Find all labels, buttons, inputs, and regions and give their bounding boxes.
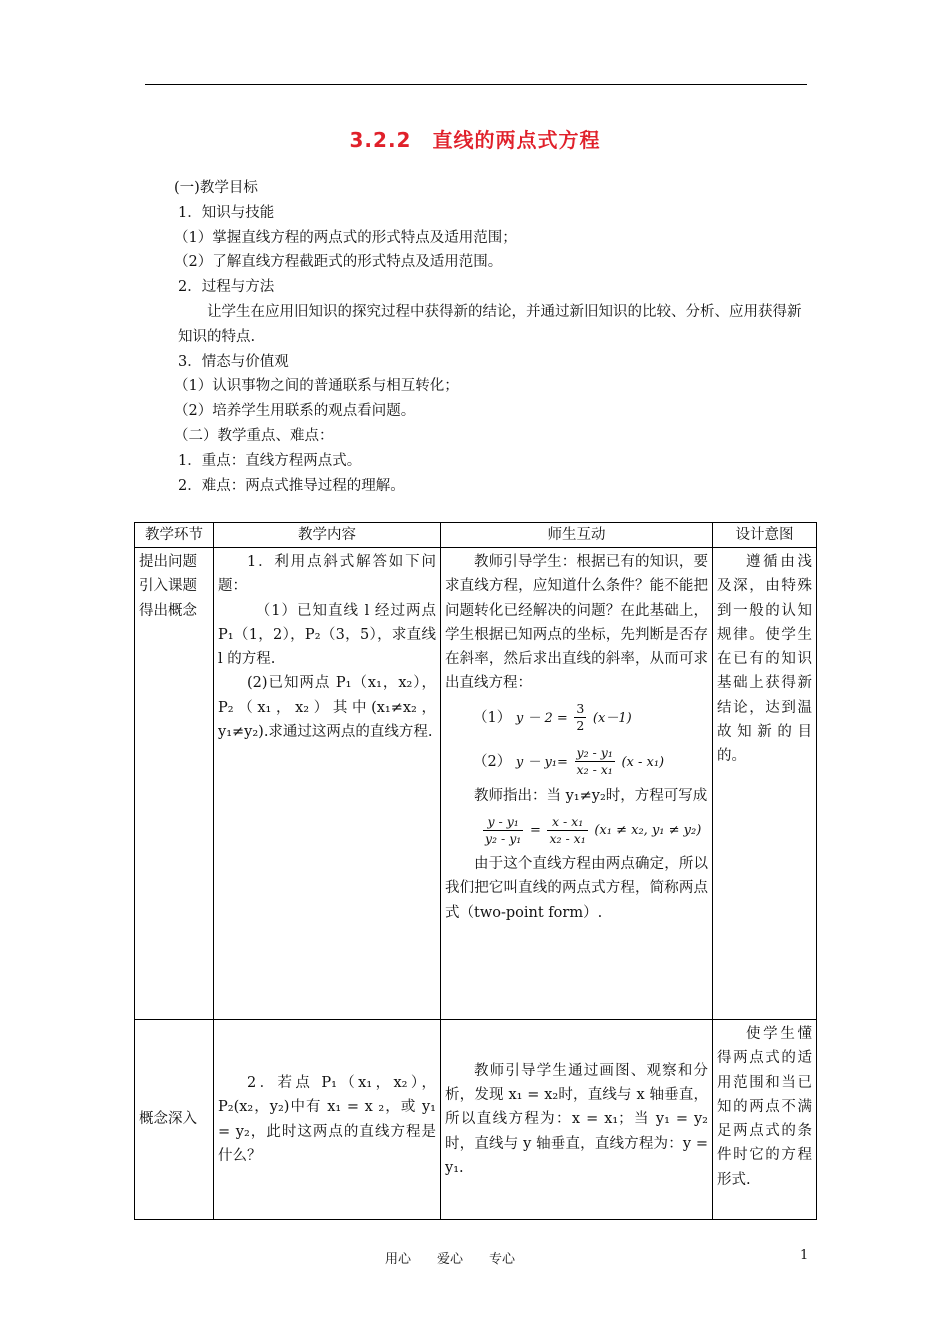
eq3-equals: = (529, 823, 541, 839)
header-stage: 教学环节 (135, 523, 214, 548)
objectives-heading: (一)教学目标 (174, 180, 258, 196)
eq1-label: （1） (473, 709, 512, 726)
eq2-left: y － y₁= (515, 754, 568, 770)
row1-content-q2: (2)已知两点 P₁（x₁，x₂），P₂（x₁，x₂）其中(x₁≠x₂，y₁≠y₂).求通过这两点的直线方程. (218, 675, 436, 741)
row1-stage-text: 提出问题引入课题得出概念 (139, 554, 197, 619)
eq3-right-denominator: x₂ - x₁ (549, 830, 586, 846)
equation-2 (445, 740, 708, 784)
page-number: 1 (800, 1248, 809, 1263)
header-interaction: 师生互动 (441, 523, 713, 548)
eq3-left-fraction (483, 814, 523, 847)
process-title: 2．过程与方法 (178, 279, 275, 296)
emotion-item-1: （1）认识事物之间的普通联系与相互转化； (174, 378, 459, 395)
eq3-right-numerator: x - x₁ (547, 814, 587, 831)
emotion-title: 3．情态与价值观 (178, 353, 289, 370)
eq1-left: y － 2 = (515, 710, 568, 726)
row2-interaction (441, 1020, 713, 1220)
table-row (135, 548, 817, 1020)
row2-interaction-text: 教师引导学生通过画图、观察和分析，发现 x₁ = x₂时，直线与 x 轴垂直，所以直线方程为：x = x₁；当 y₁ = y₂时，直线与 y 轴垂直，直线方程为：y = y₁. (445, 1062, 708, 1176)
eq2-label: （2） (473, 753, 512, 770)
emotion-item-2: （2）培养学生用联系的观点看问题。 (174, 403, 416, 420)
eq3-condition: (x₁ ≠ x₂, y₁ ≠ y₂) (594, 823, 702, 839)
row1-conclusion: 由于这个直线方程由两点确定，所以我们把它叫直线的两点式方程，简称两点式（two-point form）. (445, 856, 708, 921)
row2-intent (713, 1020, 817, 1220)
eq3-right-fraction (547, 814, 587, 847)
eq2-numerator: y₂ - y₁ (576, 745, 613, 761)
header-content: 教学内容 (214, 523, 441, 548)
eq1-fraction (574, 701, 586, 734)
eq3-left-numerator: y - y₁ (483, 814, 523, 831)
row1-teacher-note: 教师指出：当 y₁≠y₂时，方程可写成 (474, 787, 708, 804)
eq1-numerator: 3 (576, 701, 585, 717)
row1-content (214, 548, 441, 1020)
row2-intent-text: 使学生懂得两点式的适用范围和当已知的两点不满足两点式的条件时它的方程形式. (717, 1026, 812, 1188)
process-text: 让学生在应用旧知识的探究过程中获得新的结论，并通过新旧知识的比较、分析、应用获得新知识的特点. (178, 303, 802, 345)
header-intent: 设计意图 (713, 523, 817, 548)
knowledge-item-2: （2）了解直线方程截距式的形式特点及适用范围。 (174, 254, 503, 271)
row1-content-q1: （1）已知直线 l 经过两点 P₁（1，2），P₂（3，5），求直线 l 的方程. (218, 602, 436, 668)
eq2-denominator: x₂ - x₁ (576, 762, 613, 778)
header-rule (145, 84, 807, 85)
row1-intent-text: 遵循由浅及深，由特殊到一般的认知规律。使学生在已有的知识基础上获得新结论，达到温故知新的目的。 (717, 554, 812, 765)
row2-stage-text: 概念深入 (139, 1111, 197, 1128)
eq1-denominator: 2 (576, 718, 585, 734)
page-title: 3.2.2 直线的两点式方程 (349, 128, 601, 152)
eq3-left-denominator: y₂ - y₁ (485, 830, 522, 846)
eq2-right: (x - x₁) (621, 754, 665, 770)
eq1-right: (x－1) (592, 710, 632, 726)
key-points-heading: （二）教学重点、难点： (174, 427, 334, 444)
objectives-section (174, 176, 814, 498)
row1-interaction (441, 548, 713, 1020)
row1-interaction-intro: 教师引导学生：根据已有的知识，要求直线方程，应知道什么条件？能不能把问题转化已经解决的问题？在此基础上，学生根据已知两点的坐标，先判断是否存在斜率，然后求出直线的斜率，从而可求出直线方程： (445, 554, 708, 692)
footer-motto: 用心 爱心 专心 (385, 1252, 516, 1267)
table-row (135, 1020, 817, 1220)
table-header-row (135, 523, 817, 548)
row2-content-text: 2．若点 P₁（x₁，x₂），P₂(x₂，y₂)中有 x₁ = x ₂，或 y₁ = y₂，此时这两点的直线方程是什么？ (218, 1074, 436, 1164)
key-point: 1．重点：直线方程两点式。 (178, 452, 362, 469)
knowledge-item-1: （1）掌握直线方程的两点式的形式特点及适用范围； (174, 229, 517, 246)
row2-stage (135, 1020, 214, 1220)
difficulty-point: 2．难点：两点式推导过程的理解。 (178, 477, 405, 494)
eq2-fraction (575, 745, 615, 778)
row1-content-intro: 1．利用点斜式解答如下问题： (218, 554, 436, 595)
equation-3 (445, 808, 708, 852)
knowledge-title: 1．知识与技能 (178, 204, 275, 221)
row1-intent (713, 548, 817, 1020)
row2-content (214, 1020, 441, 1220)
lesson-table (134, 522, 817, 1220)
equation-1 (445, 696, 708, 740)
row1-stage (135, 548, 214, 1020)
